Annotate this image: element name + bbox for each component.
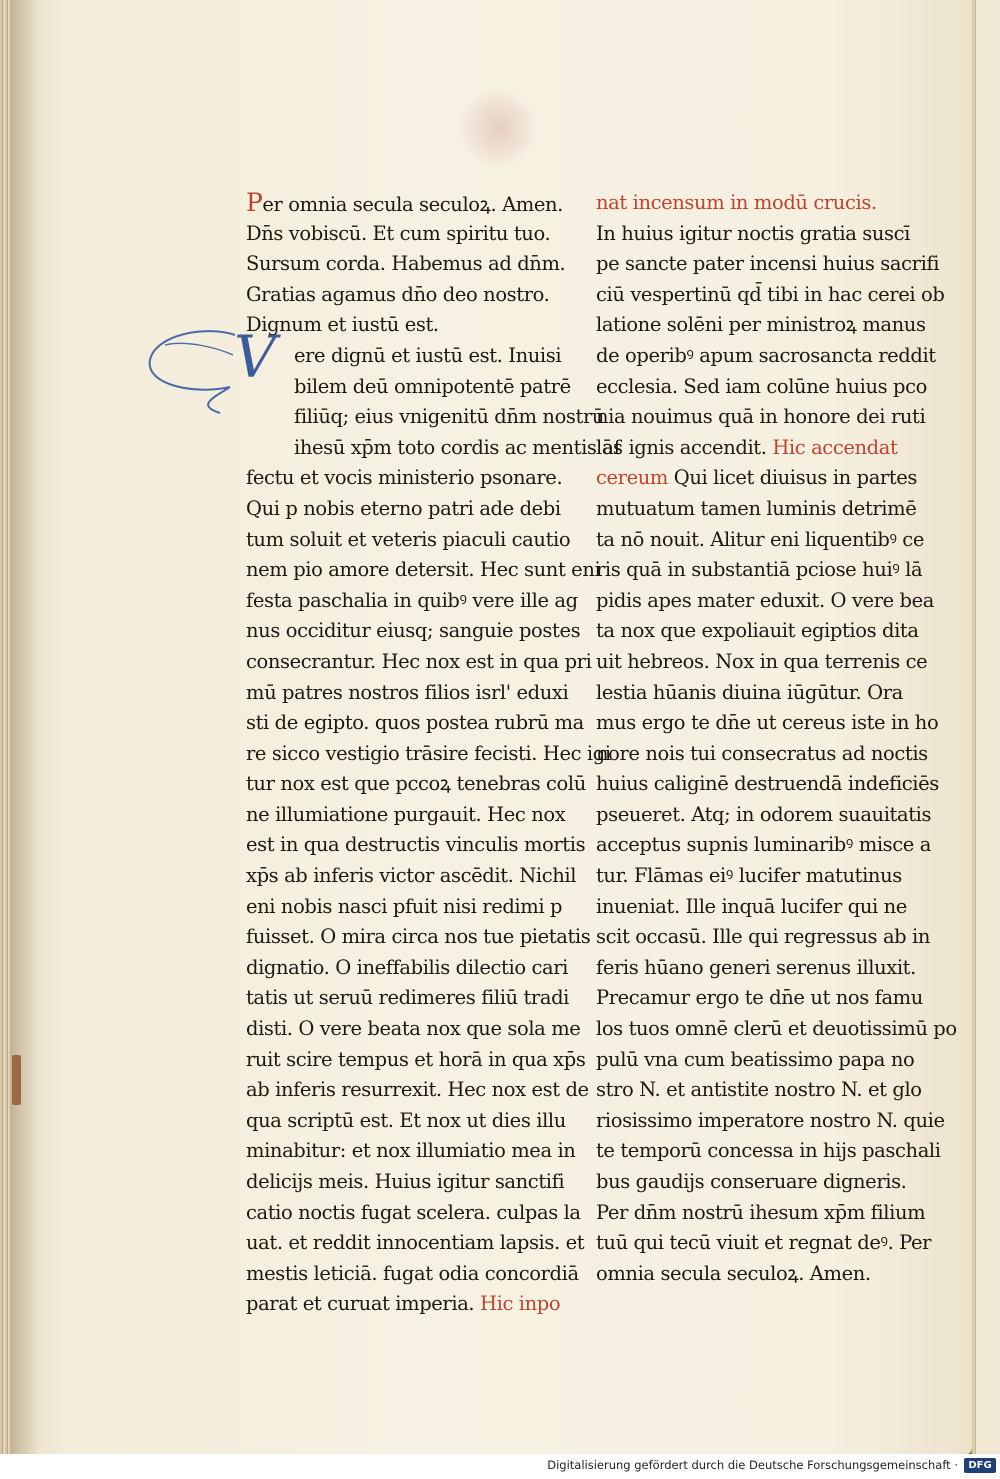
funding-notice: Digitalisierung gefördert durch die Deutsche Forschungsgemeinschaft · <box>547 1458 958 1472</box>
text-line: feris hūano generi serenus illuxit. <box>596 955 916 979</box>
text-line: pseueret. Atq; in odorem suauitatis <box>596 802 932 826</box>
text-line: lestia hūanis diuina iūgūtur. Ora <box>596 680 903 704</box>
text-line: Per dn̄m nostrū ihesum xp̄m filium <box>596 1200 926 1224</box>
text-line: Dignum et iustū est. <box>246 313 439 337</box>
text-line: ciū vespertinū qd̄ tibi in hac cerei ob <box>596 282 945 306</box>
text-line: delicijs meis. Huius igitur sanctifi <box>246 1170 565 1193</box>
text-line: fuisset. O mira circa nos tue pietatis <box>246 925 591 949</box>
text-line: In huius igitur noctis gratia suscī <box>596 221 911 245</box>
text-line: tatis ut seruū redimeres filiū tradi <box>246 986 569 1010</box>
rubric-initial-p: P <box>246 188 263 217</box>
text-line: mestis leticiā. fugat odia concordiā <box>246 1261 579 1285</box>
text-line: latione solēni per ministroꝝ manus <box>596 313 926 337</box>
text-line: ta nō nouit. Alitur eni liquentibꝰ ce <box>596 527 924 551</box>
text-line: bus gaudijs conseruare digneris. <box>596 1170 907 1193</box>
text-line: scit occasū. Ille qui regressus ab in <box>596 925 931 949</box>
text-line: ruit scire tempus et horā in qua xp̄s <box>246 1047 586 1071</box>
text-line: est in qua destructis vinculis mortis <box>246 833 586 857</box>
text-line: ab inferis resurrexit. Hec nox est de <box>246 1078 589 1102</box>
text-line: ta nox que expoliauit egiptios dita <box>596 619 919 643</box>
rubric-inline: cereum <box>596 466 674 490</box>
text-line: filiūq; eius vnigenitū dn̄m nostrū <box>294 405 605 429</box>
text-line: te temporū concessa in hijs paschali <box>596 1139 941 1163</box>
text-line: pe sancte pater incensi huius sacrifi <box>596 252 940 276</box>
binding-tab <box>12 1055 21 1105</box>
footer-bar <box>0 1454 1000 1479</box>
text-line: parat et curuat imperia. Hic inpo <box>246 1292 561 1316</box>
text-line: sti de egipto. quos postea rubrū ma <box>246 711 584 735</box>
text-line: mus ergo te dn̄e ut cereus iste in ho <box>596 711 939 735</box>
text-line: de operibꝰ apum sacrosancta reddit <box>596 343 936 367</box>
text-line: ecclesia. Sed iam colūne huius pco <box>596 374 927 398</box>
text-line: eni nobis nasci pfuit nisi redimi p <box>246 894 563 918</box>
decorated-initial-v: V <box>234 323 276 391</box>
initial-flourish-ornament <box>135 325 245 415</box>
text-line: ihesū xp̄m toto cordis ac mentis af <box>294 435 621 459</box>
rubric-inline: Hic accendat <box>766 435 898 459</box>
text-line: pulū vna cum beatissimo papa no <box>596 1047 915 1071</box>
text-line: omnia secula seculoꝝ. Amen. <box>596 1261 871 1285</box>
text-line: Gratias agamus dn̄o deo nostro. <box>246 282 550 306</box>
text-line: nore nois tui consecratus ad noctis <box>596 741 928 765</box>
text-line: pidis apes mater eduxit. O vere bea <box>596 588 935 612</box>
text-line: qua scriptū est. Et nox ut dies illu <box>246 1108 566 1132</box>
text-line: xp̄s ab inferis victor ascēdit. Nichil <box>246 864 577 888</box>
text-line: riosissimo imperatore nostro N. quie <box>596 1108 945 1132</box>
text-line: nia nouimus quā in honore dei ruti <box>596 405 926 429</box>
text-line: mutuatum tamen luminis detrimē <box>596 496 917 520</box>
text-line: bilem deū omnipotentē patrē <box>294 374 571 398</box>
rubric-inline: Hic inpo <box>474 1292 561 1316</box>
text-line: consecrantur. Hec nox est in qua pri <box>246 649 592 673</box>
text-line: uat. et reddit innocentiam lapsis. et <box>246 1231 585 1255</box>
text-line: nus occiditur eiusq; sanguie postes <box>246 619 581 643</box>
text-line: cereum Qui licet diuisus in partes <box>596 466 918 490</box>
text-line: disti. O vere beata nox que sola me <box>246 1017 581 1041</box>
text-line: ris quā in substantiā pciose huiꝰ lā <box>596 558 923 582</box>
text-line: fectu et vocis ministerio psonare. <box>246 466 563 490</box>
text-line: tur nox est que pccoꝝ tenebras colū <box>246 772 586 796</box>
text-line: lās ignis accendit. Hic accendat <box>596 435 898 459</box>
text-line: Qui p nobis eterno patri ade debi <box>246 496 561 520</box>
text-line: Sursum corda. Habemus ad dn̄m. <box>246 252 566 276</box>
text-line: Dn̄s vobiscū. Et cum spiritu tuo. <box>246 221 551 245</box>
text-line: tur. Flāmas eiꝰ lucifer matutinus <box>596 864 902 888</box>
text-line: festa paschalia in quibꝰ vere ille ag <box>246 588 578 612</box>
text-line: stro N. et antistite nostro N. et glo <box>596 1078 922 1102</box>
red-stain-mark <box>458 88 538 168</box>
text-line: tuū qui tecū viuit et regnat deꝰ. Per <box>596 1231 932 1255</box>
rubric-line: nat incensum in modū crucis. <box>596 191 877 214</box>
text-line: uit hebreos. Nox in qua terrenis ce <box>596 649 928 673</box>
text-line: ne illumiatione purgauit. Hec nox <box>246 802 566 826</box>
text-line: Precamur ergo te dn̄e ut nos famu <box>596 986 923 1010</box>
text-line: acceptus supnis luminaribꝰ misce a <box>596 833 931 857</box>
left-text-column <box>246 188 621 1320</box>
text-line: huius caliginē destruendā indeficiēs <box>596 772 939 796</box>
text-line: minabitur: et nox illumiatio mea in <box>246 1139 576 1163</box>
text-line: ere dignū et iustū est. Inuisi <box>294 343 562 367</box>
dfg-logo: DFG <box>964 1458 996 1473</box>
right-text-column <box>596 188 957 1289</box>
text-line: mū patres nostros filios isrl' eduxi <box>246 680 569 704</box>
next-leaf-edge <box>975 0 1000 1454</box>
text-line: Per omnia secula seculoꝝ. Amen. <box>246 188 563 217</box>
text-line: dignatio. O ineffabilis dilectio cari <box>246 955 568 979</box>
gutter-shadow <box>10 0 40 1454</box>
text-line: tum soluit et veteris piaculi cautio <box>246 527 571 551</box>
text-line: los tuos omnē clerū et deuotissimū po <box>596 1017 957 1041</box>
text-line: inueniat. Ille inquā lucifer qui ne <box>596 894 907 918</box>
text-line: re sicco vestigio trāsire fecisti. Hec igi <box>246 741 611 765</box>
text-line: catio noctis fugat scelera. culpas la <box>246 1200 581 1224</box>
text-line: nem pio amore detersit. Hec sunt eni <box>246 558 601 582</box>
